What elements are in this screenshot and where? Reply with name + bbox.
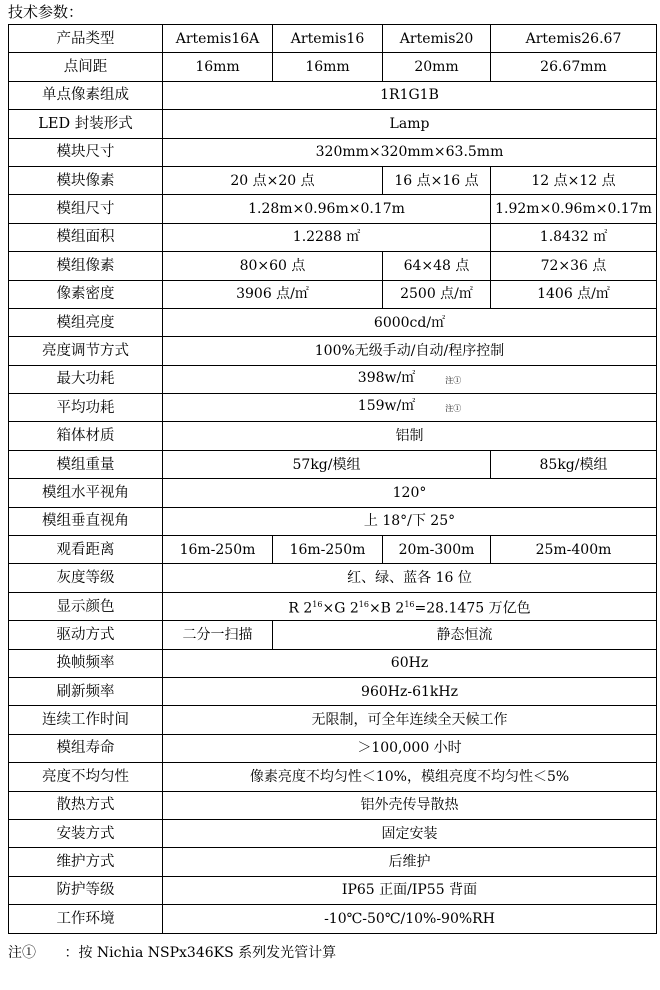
color-blue-term: ×B 2 bbox=[368, 600, 405, 617]
row-label: 模块像素 bbox=[9, 166, 163, 194]
cell-value: 3906 点/㎡ bbox=[163, 280, 383, 308]
table-row bbox=[9, 791, 657, 819]
table-row bbox=[9, 592, 657, 620]
row-label: 箱体材质 bbox=[9, 422, 163, 450]
table-row bbox=[9, 337, 657, 365]
cell-value: 20mm bbox=[383, 53, 491, 81]
table-row bbox=[9, 138, 657, 166]
row-label: 安装方式 bbox=[9, 819, 163, 847]
exponent: 16 bbox=[358, 599, 369, 609]
section-heading: 技术参数： bbox=[8, 3, 84, 21]
row-label: 刷新频率 bbox=[9, 677, 163, 705]
table-row bbox=[9, 81, 657, 109]
model-name: Artemis16 bbox=[273, 25, 383, 53]
row-label: 模组垂直视角 bbox=[9, 507, 163, 535]
row-label: 最大功耗 bbox=[9, 365, 163, 393]
cell-value: 6000cd/㎡ bbox=[163, 308, 657, 336]
row-label: 产品类型 bbox=[9, 25, 163, 53]
color-green-term: ×G 2 bbox=[322, 600, 359, 617]
row-label: 亮度不均匀性 bbox=[9, 763, 163, 791]
table-row bbox=[9, 166, 657, 194]
cell-value: 85kg/模组 bbox=[491, 450, 657, 478]
row-label: 模组面积 bbox=[9, 223, 163, 251]
cell-value: 16 点×16 点 bbox=[383, 166, 491, 194]
table-row bbox=[9, 677, 657, 705]
cell-value: 后维护 bbox=[163, 848, 657, 876]
cell-value: 20 点×20 点 bbox=[163, 166, 383, 194]
row-label: 维护方式 bbox=[9, 848, 163, 876]
row-label: 灰度等级 bbox=[9, 564, 163, 592]
row-label: 换帧频率 bbox=[9, 649, 163, 677]
cell-value: 320mm×320mm×63.5mm bbox=[163, 138, 657, 166]
table-row bbox=[9, 734, 657, 762]
table-row bbox=[9, 621, 657, 649]
row-label: 亮度调节方式 bbox=[9, 337, 163, 365]
footnote-reference: 注① bbox=[445, 375, 462, 385]
cell-value: 120° bbox=[163, 479, 657, 507]
cell-value bbox=[163, 592, 657, 620]
row-label: 模组水平视角 bbox=[9, 479, 163, 507]
cell-value: 25m-400m bbox=[491, 536, 657, 564]
cell-value: Lamp bbox=[163, 110, 657, 138]
table-row bbox=[9, 25, 657, 53]
row-label: 模块尺寸 bbox=[9, 138, 163, 166]
cell-value bbox=[163, 365, 657, 393]
cell-value: 72×36 点 bbox=[491, 252, 657, 280]
max-power-value: 398w/㎡ bbox=[357, 369, 416, 386]
table-row bbox=[9, 252, 657, 280]
spec-table bbox=[8, 24, 657, 934]
row-label: 驱动方式 bbox=[9, 621, 163, 649]
model-name: Artemis20 bbox=[383, 25, 491, 53]
cell-value: 1R1G1B bbox=[163, 81, 657, 109]
cell-value: 上 18°/下 25° bbox=[163, 507, 657, 535]
footnote-text: ：按 Nichia NSPx346KS 系列发光管计算 bbox=[64, 945, 337, 961]
cell-value: 铝制 bbox=[163, 422, 657, 450]
table-row bbox=[9, 564, 657, 592]
row-label: 像素密度 bbox=[9, 280, 163, 308]
cell-value: 2500 点/㎡ bbox=[383, 280, 491, 308]
table-row bbox=[9, 763, 657, 791]
cell-value: 固定安装 bbox=[163, 819, 657, 847]
row-label: 观看距离 bbox=[9, 536, 163, 564]
model-name: Artemis16A bbox=[163, 25, 273, 53]
table-row bbox=[9, 479, 657, 507]
row-label: 模组像素 bbox=[9, 252, 163, 280]
table-row bbox=[9, 905, 657, 933]
table-row bbox=[9, 110, 657, 138]
cell-value: -10℃-50℃/10%-90%RH bbox=[163, 905, 657, 933]
table-row bbox=[9, 280, 657, 308]
cell-value: 16m-250m bbox=[273, 536, 383, 564]
color-total: =28.1475 万亿色 bbox=[414, 600, 531, 617]
table-row bbox=[9, 507, 657, 535]
table-row bbox=[9, 450, 657, 478]
row-label: 模组亮度 bbox=[9, 308, 163, 336]
footnote bbox=[8, 943, 336, 963]
table-row bbox=[9, 706, 657, 734]
footnote-reference: 注① bbox=[445, 404, 462, 414]
avg-power-value: 159w/㎡ bbox=[357, 398, 416, 415]
cell-value: 静态恒流 bbox=[273, 621, 657, 649]
cell-value: 二分一扫描 bbox=[163, 621, 273, 649]
cell-value: 1.28m×0.96m×0.17m bbox=[163, 195, 491, 223]
cell-value: 1406 点/㎡ bbox=[491, 280, 657, 308]
row-label: 散热方式 bbox=[9, 791, 163, 819]
cell-value: 64×48 点 bbox=[383, 252, 491, 280]
table-row bbox=[9, 876, 657, 904]
row-label: LED 封装形式 bbox=[9, 110, 163, 138]
cell-value: 16mm bbox=[163, 53, 273, 81]
cell-value: 红、绿、蓝各 16 位 bbox=[163, 564, 657, 592]
cell-value: 26.67mm bbox=[491, 53, 657, 81]
row-label: 模组重量 bbox=[9, 450, 163, 478]
model-name: Artemis26.67 bbox=[491, 25, 657, 53]
cell-value: 铝外壳传导散热 bbox=[163, 791, 657, 819]
cell-value: ＞100,000 小时 bbox=[163, 734, 657, 762]
table-row bbox=[9, 536, 657, 564]
row-label: 单点像素组成 bbox=[9, 81, 163, 109]
row-label: 显示颜色 bbox=[9, 592, 163, 620]
table-row bbox=[9, 394, 657, 422]
cell-value bbox=[163, 394, 657, 422]
cell-value: 57kg/模组 bbox=[163, 450, 491, 478]
row-label: 工作环境 bbox=[9, 905, 163, 933]
row-label: 点间距 bbox=[9, 53, 163, 81]
exponent: 16 bbox=[404, 599, 415, 609]
cell-value: 1.92m×0.96m×0.17m bbox=[491, 195, 657, 223]
cell-value: 1.2288 ㎡ bbox=[163, 223, 491, 251]
footnote-mark: 注① bbox=[8, 945, 36, 961]
color-red-term: R 2 bbox=[288, 600, 313, 617]
cell-value: 80×60 点 bbox=[163, 252, 383, 280]
cell-value: 1.8432 ㎡ bbox=[491, 223, 657, 251]
cell-value: 20m-300m bbox=[383, 536, 491, 564]
row-label: 模组寿命 bbox=[9, 734, 163, 762]
cell-value: 100%无级手动/自动/程序控制 bbox=[163, 337, 657, 365]
cell-value: 16m-250m bbox=[163, 536, 273, 564]
table-row bbox=[9, 195, 657, 223]
cell-value: 12 点×12 点 bbox=[491, 166, 657, 194]
table-row bbox=[9, 365, 657, 393]
exponent: 16 bbox=[312, 599, 323, 609]
cell-value: 无限制，可全年连续全天候工作 bbox=[163, 706, 657, 734]
cell-value: 像素亮度不均匀性＜10%，模组亮度不均匀性＜5% bbox=[163, 763, 657, 791]
table-row bbox=[9, 649, 657, 677]
table-row bbox=[9, 53, 657, 81]
row-label: 防护等级 bbox=[9, 876, 163, 904]
cell-value: 16mm bbox=[273, 53, 383, 81]
table-row bbox=[9, 422, 657, 450]
table-row bbox=[9, 848, 657, 876]
table-row bbox=[9, 223, 657, 251]
row-label: 平均功耗 bbox=[9, 394, 163, 422]
row-label: 模组尺寸 bbox=[9, 195, 163, 223]
cell-value: 960Hz-61kHz bbox=[163, 677, 657, 705]
row-label: 连续工作时间 bbox=[9, 706, 163, 734]
cell-value: IP65 正面/IP55 背面 bbox=[163, 876, 657, 904]
table-row bbox=[9, 308, 657, 336]
cell-value: 60Hz bbox=[163, 649, 657, 677]
table-row bbox=[9, 819, 657, 847]
